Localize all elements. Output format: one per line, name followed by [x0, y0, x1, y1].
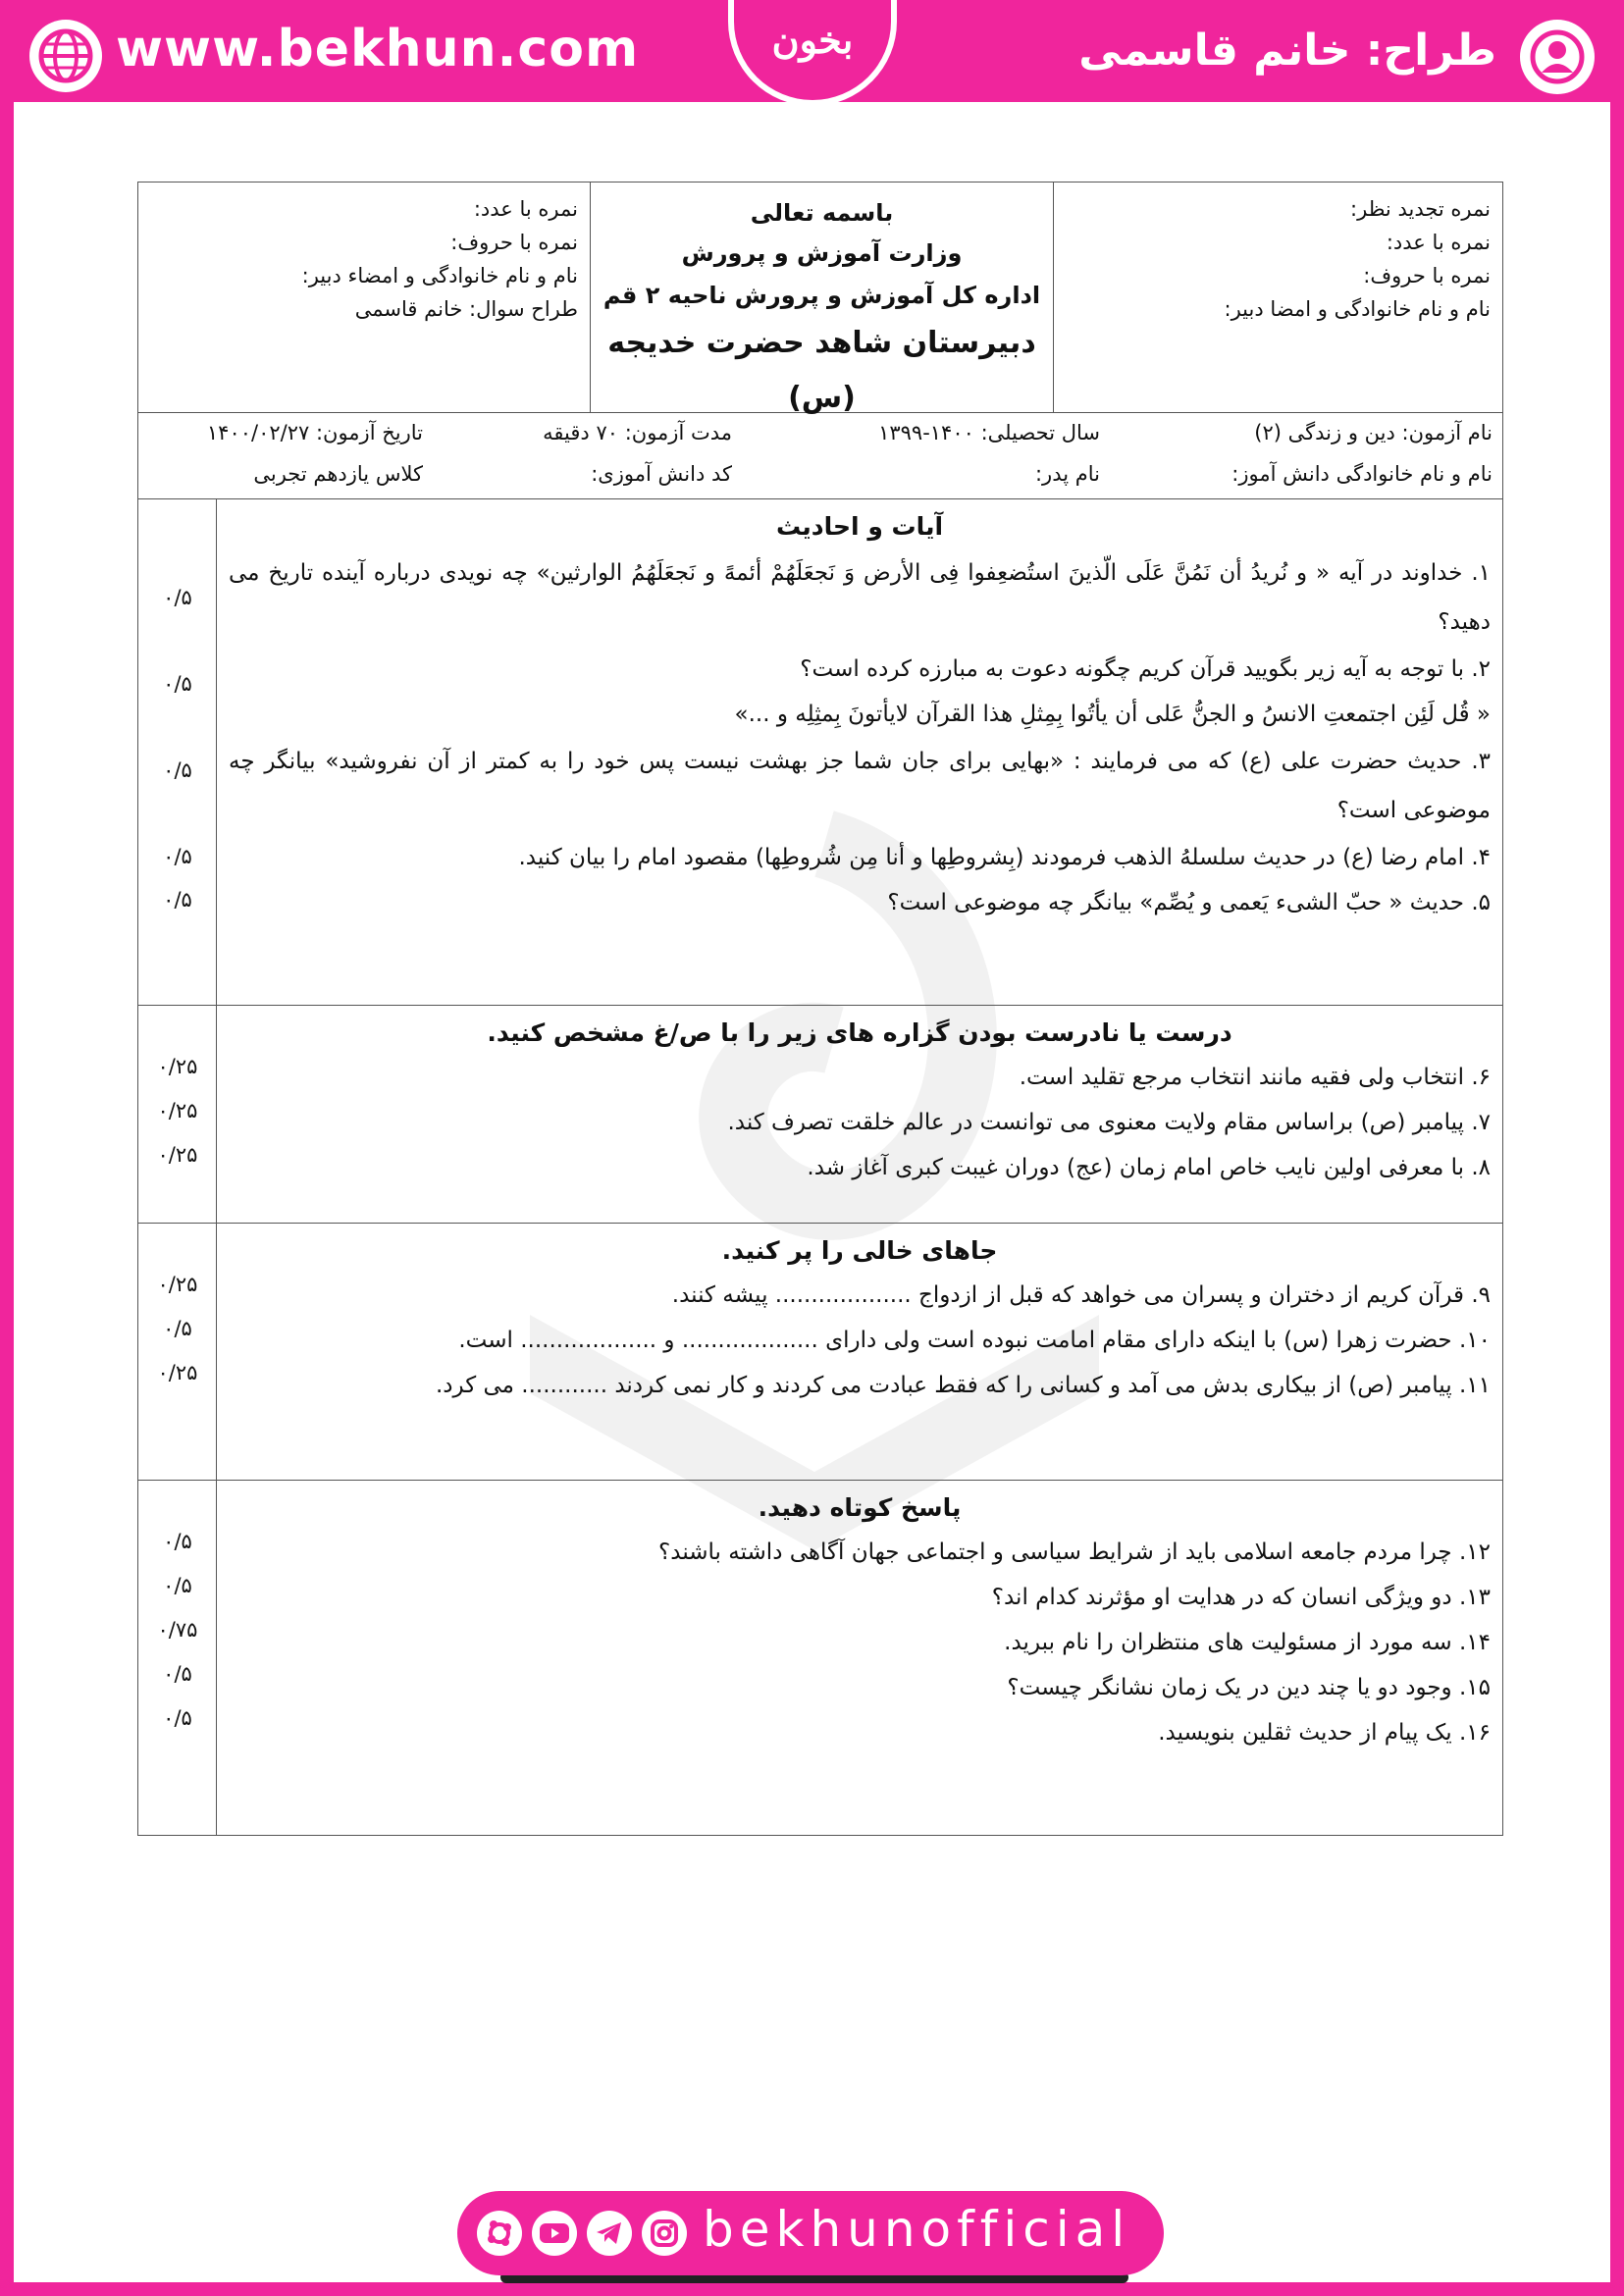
question-15: ۱۵. وجود دو یا چند دین در یک زمان نشانگر چیست؟: [1007, 1675, 1491, 1700]
score-q16: ۰/۵: [163, 1706, 192, 1730]
student-code-field: کد دانش آموزی:: [591, 462, 732, 486]
score-q9: ۰/۲۵: [157, 1273, 198, 1296]
social-handle[interactable]: bekhunofficial: [703, 2201, 1131, 2258]
question-7: ۷. پیامبر (ص) براساس مقام ولایت معنوی می توانست در عالم خلقت تصرف کند.: [727, 1110, 1491, 1135]
question-8: ۸. با معرفی اولین نایب خاص امام زمان (عج) دوران غیبت کبری آغاز شد.: [807, 1155, 1491, 1180]
question-10: ۱۰. حضرت زهرا (س) با اینکه دارای مقام امامت نبوده است ولی دارای ................... و ................... است.: [458, 1328, 1491, 1353]
exam-name: نام آزمون: دین و زندگی (۲): [1254, 421, 1493, 444]
question-12: ۱۲. چرا مردم جامعه اسلامی باید از شرایط سیاسی و اجتماعی جهان آگاهی داشته باشند؟: [658, 1539, 1491, 1565]
school-year: سال تحصیلی: ۱۴۰۰-۱۳۹۹: [878, 421, 1100, 444]
question-9: ۹. قرآن کریم از دختران و پسران می خواهد که قبل از ازدواج ................... پیشه کنند.: [671, 1282, 1491, 1308]
header-ministry: وزارت آموزش و پرورش: [681, 239, 963, 267]
grade-words-field-2: نمره با حروف:: [450, 231, 578, 254]
teacher-signature-field-2: نام و نام خانوادگی و امضاء دبیر:: [301, 264, 578, 287]
exam-sheet: [137, 182, 1503, 1836]
header-teacher-column: [138, 183, 590, 412]
section-verses-hadith: [137, 499, 1503, 1006]
grade-number-field-2: نمره با عدد:: [473, 197, 578, 221]
student-name-field: نام و نام خانوادگی دانش آموز:: [1231, 462, 1493, 486]
score-column: [138, 1224, 217, 1480]
score-q12: ۰/۵: [163, 1530, 192, 1553]
logo-text: بخون: [771, 18, 854, 62]
question-4: ۴. امام رضا (ع) در حدیث سلسلهُ الذهب فرمودند (بِشروطِها و أنا مِن شُروطِها) مقصود امام را بیان کنید.: [518, 845, 1491, 870]
score-q6: ۰/۲۵: [157, 1055, 198, 1078]
section-title: آیات و احادیث: [775, 512, 944, 541]
revision-grade-field: نمره تجدید نظر:: [1350, 197, 1491, 221]
user-icon: [1520, 20, 1595, 94]
score-column: [138, 1006, 217, 1223]
grade-words-field: نمره با حروف:: [1363, 264, 1491, 287]
teacher-signature-field: نام و نام خانوادگی و امضا دبیر:: [1224, 297, 1491, 321]
score-q2: ۰/۵: [163, 672, 192, 696]
question-14: ۱۴. سه مورد از مسئولیت های منتظران را نام ببرید.: [1004, 1630, 1491, 1655]
score-column: [138, 499, 217, 1005]
score-q1: ۰/۵: [163, 586, 192, 609]
exam-info: [137, 413, 1503, 499]
instagram-icon[interactable]: [642, 2211, 687, 2256]
score-q4: ۰/۵: [163, 845, 192, 868]
score-q15: ۰/۵: [163, 1662, 192, 1686]
header-department: اداره کل آموزش و پرورش ناحیه ۲ قم: [602, 282, 1041, 309]
question-1: ۱. خداوند در آیه « و نُریدُ أن نَمُنَّ عَلَی الّذینَ استُضعِفوا فِی الأرض وَ نَجعَلَهُمْ أئمهً و نَجعَلَهُمُ الوارثین» چه نویدی درباره آینده تاریخ می دهید؟: [229, 560, 1491, 635]
aparat-icon[interactable]: [477, 2211, 522, 2256]
grade-number-field: نمره با عدد:: [1386, 231, 1491, 254]
section-title: جاهای خالی را پر کنید.: [721, 1236, 998, 1265]
exam-header: [137, 182, 1503, 413]
header-title-block: [590, 183, 1053, 415]
score-q14: ۰/۷۵: [157, 1618, 198, 1642]
section-title: درست یا نادرست بودن گزاره های زیر را با ص/غ مشخص کنید.: [487, 1018, 1232, 1047]
question-13: ۱۳. دو ویژگی انسان که در هدایت او مؤثرند کدام اند؟: [991, 1585, 1491, 1610]
question-5: ۵. حدیث « حبّ الشیء یَعمی و یُصِّم» بیانگر چه موضوعی است؟: [887, 890, 1491, 915]
score-q11: ۰/۲۵: [157, 1361, 198, 1384]
question-16: ۱۶. یک پیام از حدیث ثقلین بنویسید.: [1158, 1720, 1491, 1746]
header-grading-column: [1053, 183, 1502, 412]
question-2-verse: « قُل لَئِن اجتمعتِ الانسُ و الجنُّ عَلی أن یأتُوا بِمِثلِ هذا القرآن لایأتونَ بِمثِلِه و ...»: [734, 702, 1491, 727]
class-name: کلاس یازدهم تجربی: [253, 462, 423, 486]
designer-label: طراح: خانم قاسمی: [1078, 26, 1496, 76]
section-fill-blanks: [137, 1224, 1503, 1481]
section-true-false: [137, 1006, 1503, 1224]
score-q13: ۰/۵: [163, 1574, 192, 1597]
score-q5: ۰/۵: [163, 888, 192, 912]
globe-icon[interactable]: [29, 20, 102, 92]
social-footer: [457, 2191, 1164, 2275]
father-name-field: نام پدر:: [1034, 462, 1100, 486]
school-name: دبیرستان شاهد حضرت خدیجه (س): [607, 326, 1036, 415]
telegram-icon[interactable]: [587, 2211, 632, 2256]
question-6: ۶. انتخاب ولی فقیه مانند انتخاب مرجع تقلید است.: [1019, 1065, 1491, 1090]
section-title: پاسخ کوتاه دهید.: [758, 1493, 962, 1522]
question-3: ۳. حدیث حضرت علی (ع) که می فرمایند : «بهایی برای جان شما جز بهشت نیست پس خود را به کمتر از آن نفروشید» بیانگر چه موضوعی است؟: [229, 749, 1491, 823]
score-q3: ۰/۵: [163, 758, 192, 782]
score-column: [138, 1481, 217, 1835]
exam-date: تاریخ آزمون: ۱۴۰۰/۰۲/۲۷: [206, 421, 423, 444]
section-short-answer: [137, 1481, 1503, 1836]
question-designer: طراح سوال: خانم قاسمی: [354, 297, 578, 321]
question-2: ۲. با توجه به آیه زیر بگویید قرآن کریم چگونه دعوت به مبارزه کرده است؟: [800, 656, 1491, 682]
exam-duration: مدت آزمون: ۷۰ دقیقه: [543, 421, 732, 444]
youtube-icon[interactable]: [532, 2211, 577, 2256]
header-invocation: باسمه تعالی: [750, 199, 894, 227]
score-q7: ۰/۲۵: [157, 1099, 198, 1122]
question-11: ۱۱. پیامبر (ص) از بیکاری بدش می آمد و کسانی را که فقط عبادت می کردند و کار نمی کردند ............ می کرد.: [435, 1373, 1491, 1398]
site-url-link[interactable]: www.bekhun.com: [116, 20, 640, 78]
score-q8: ۰/۲۵: [157, 1143, 198, 1167]
score-q10: ۰/۵: [163, 1317, 192, 1340]
